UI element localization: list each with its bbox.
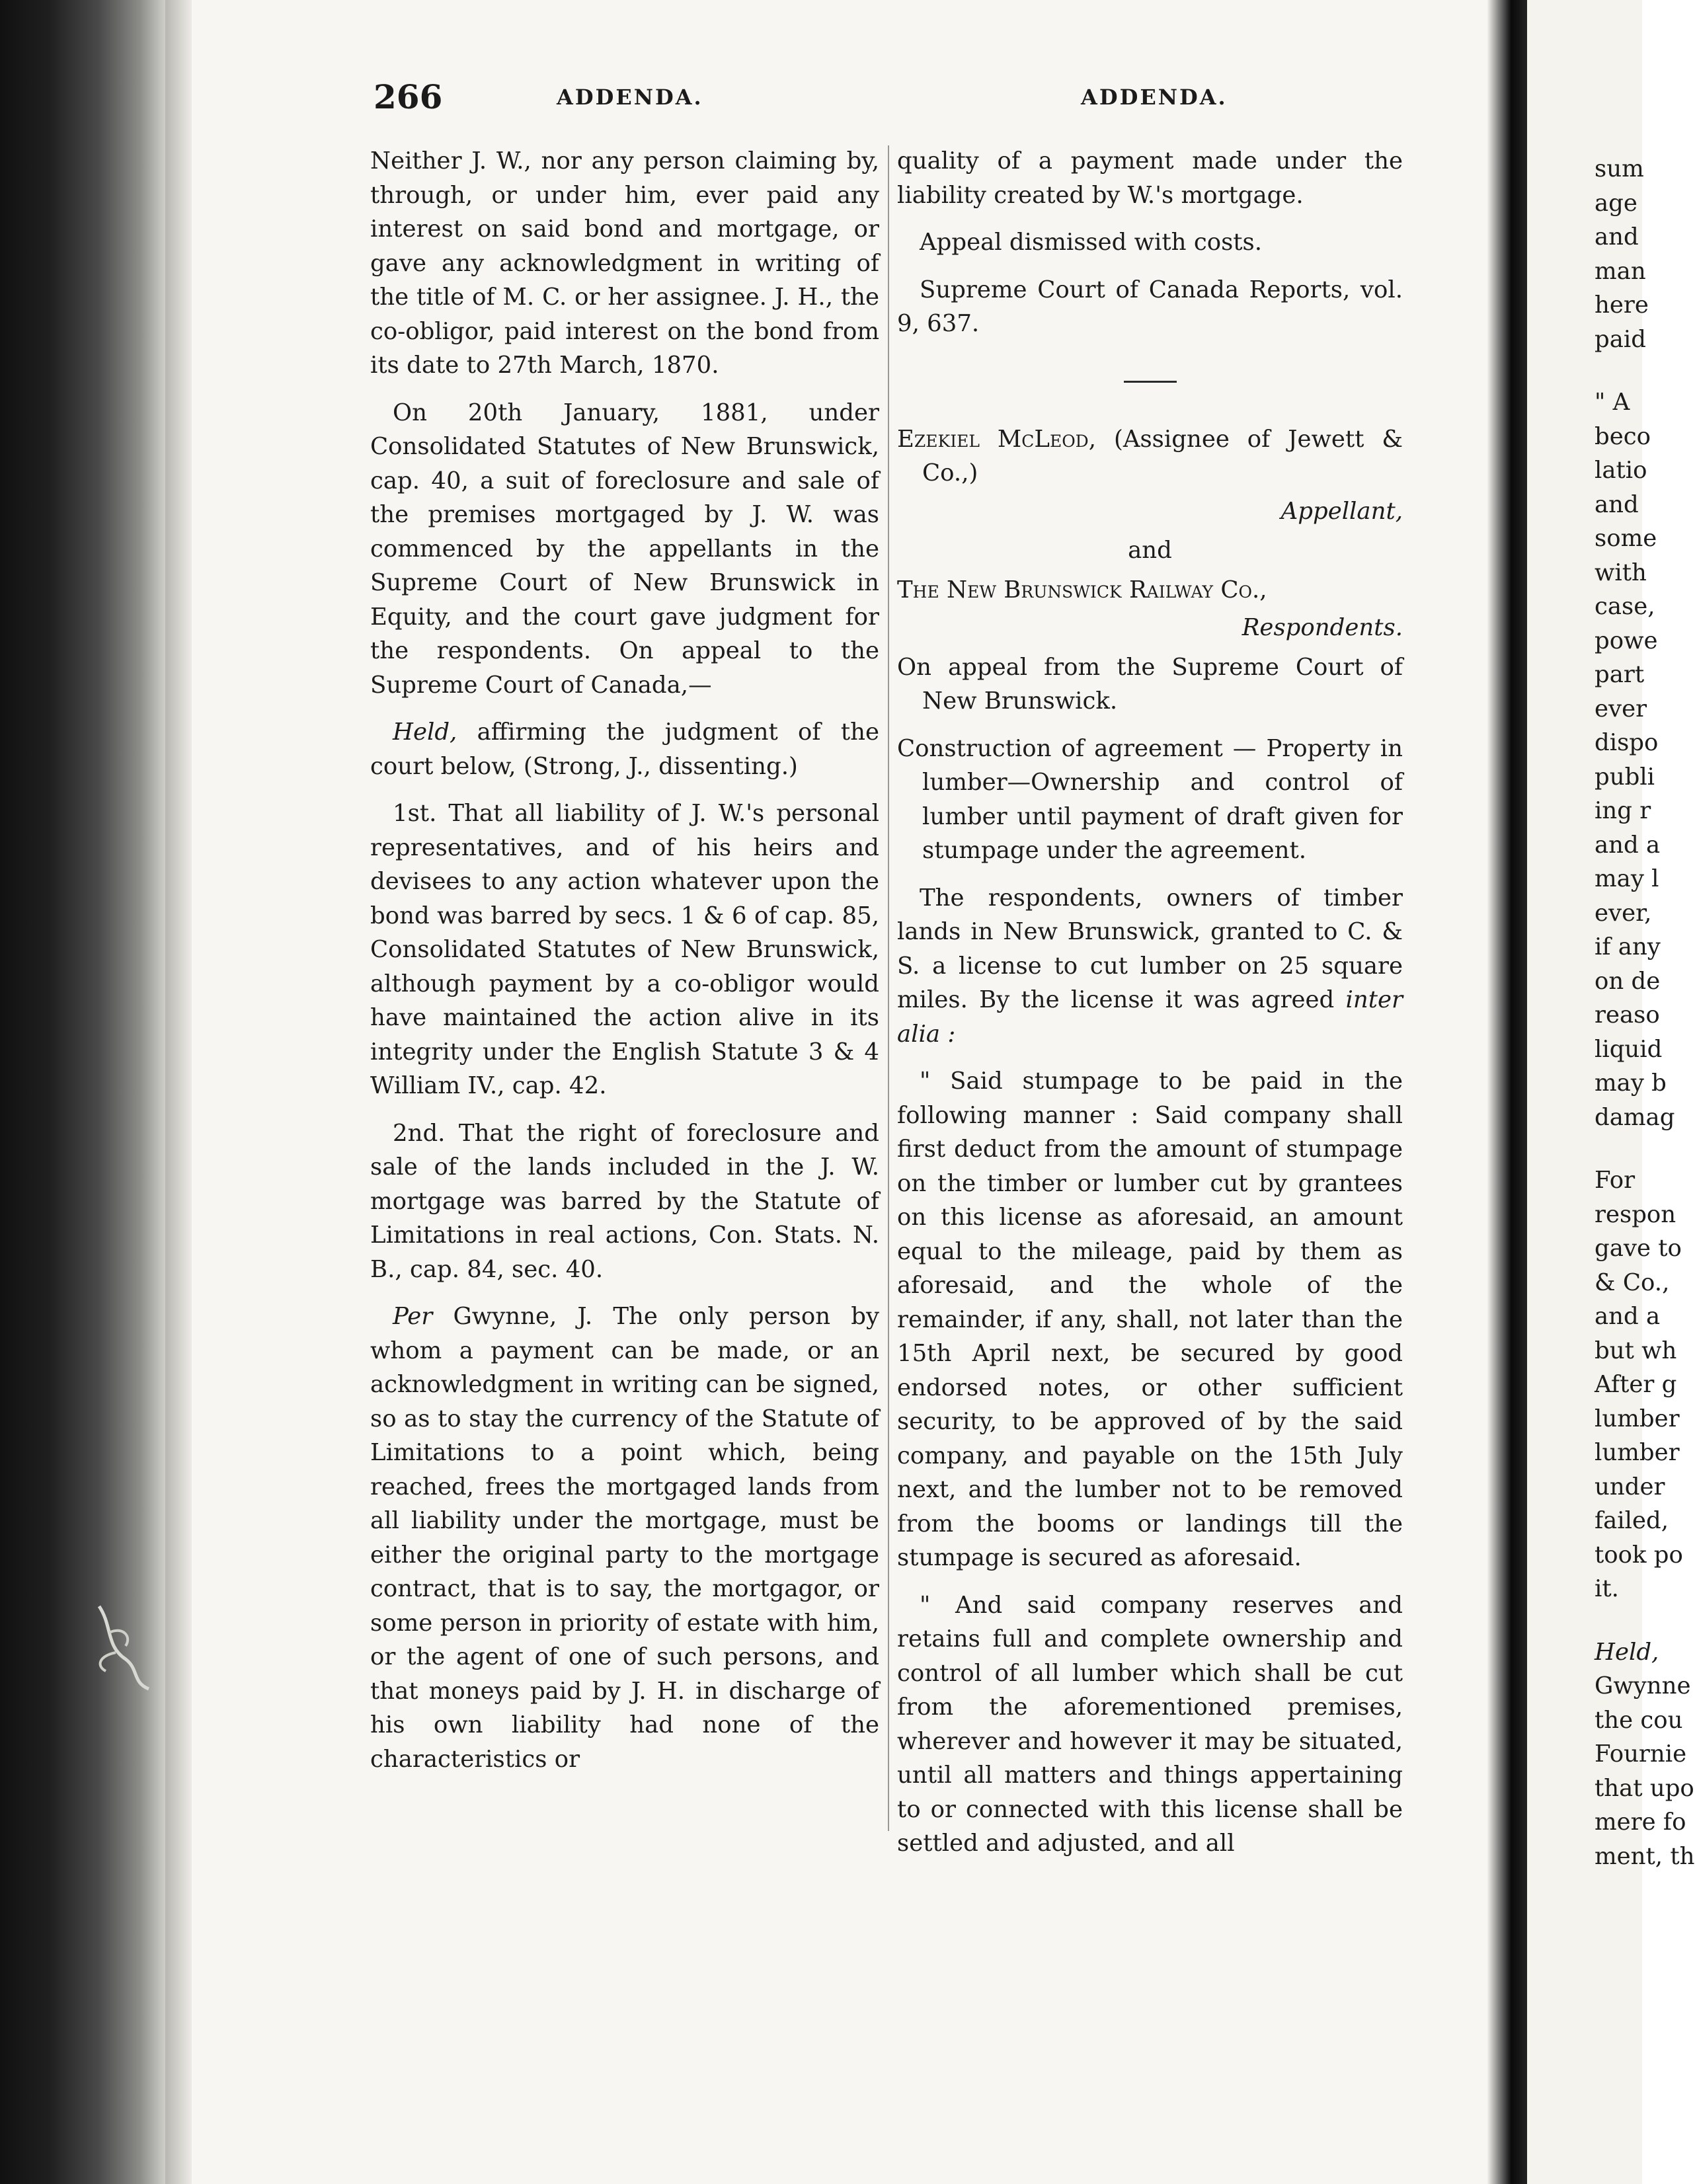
facing-page-line: Gwynne xyxy=(1595,1672,1691,1699)
paragraph-appeal-from: On appeal from the Supreme Court of New Brunswick. xyxy=(897,653,1403,715)
facing-page-line: & Co., xyxy=(1595,1268,1670,1296)
facing-page-line: liquid xyxy=(1595,1035,1663,1063)
facing-page-line: and xyxy=(1595,223,1639,251)
facing-page-line: and a xyxy=(1595,1303,1661,1330)
paragraph-respondents-license xyxy=(897,881,1403,1052)
paragraph-foreclosure-suit: On 20th January, 1881, under Consolidated Statutes of New Brunswick, cap. 40, a suit of foreclosure and sale of the premises mortgaged by J. W. was commenced by the appellants in the Supreme Court of New Brunswick in Equity, and the court gave judgment for the respondents. On appeal to the Supreme Court of Canada,— xyxy=(370,399,879,699)
facing-page-line: on de xyxy=(1595,967,1661,995)
per-label: Per xyxy=(393,1303,433,1330)
facing-page-line: and a xyxy=(1595,831,1661,859)
facing-page-line: under xyxy=(1595,1473,1665,1501)
running-head-left: ADDENDA. xyxy=(557,85,703,110)
facing-page-line: respon xyxy=(1595,1200,1676,1228)
facing-page-line: age xyxy=(1595,189,1637,217)
facing-page-line xyxy=(1595,1606,1695,1635)
paragraph-quality-of-payment: quality of a payment made under the liability created by W.'s mortgage. xyxy=(897,147,1403,209)
pressed-flower-icon xyxy=(86,1600,159,1692)
facing-page-line: lumber xyxy=(1595,1405,1680,1432)
column-divider xyxy=(888,145,889,1831)
inter-alia: inter alia : xyxy=(897,986,1403,1048)
facing-page-line: may b xyxy=(1595,1070,1667,1097)
paragraph-ownership-quote: " And said company reserves and retains full and complete ownership and control of all lumber which shall be cut from the aforementioned premises, wherever and however it may be situated, until all matters and things appertaining to or connected with this license shall be settled and adjusted, and all xyxy=(897,1591,1403,1857)
facing-page-line: the cou xyxy=(1595,1706,1683,1734)
facing-page-line: " A xyxy=(1595,389,1630,416)
paragraph-appeal-dismissed: Appeal dismissed with costs. xyxy=(920,229,1263,256)
appellant-line xyxy=(897,422,1403,490)
facing-page-line: sum xyxy=(1595,155,1644,182)
paragraph-held xyxy=(370,715,879,783)
facing-page-line: part xyxy=(1595,661,1645,688)
license-text: The respondents, owners of timber lands in New Brunswick, granted to C. & S. a license to cut lumber on 25 square miles. By the license it was agreed xyxy=(897,884,1403,1013)
paragraph-second-holding: 2nd. That the right of foreclosure and sale of the lands included in the J. W. mortgage was barred by the Statute of Limitations in real actions, Con. Stats. N. B., cap. 84, sec. 40. xyxy=(370,1119,879,1283)
book-spine xyxy=(0,0,165,2184)
facing-page-line: ever, xyxy=(1595,899,1652,927)
facing-page-line: damag xyxy=(1595,1103,1675,1131)
appellant-role: Appellant, xyxy=(1281,497,1403,525)
facing-page-line: gave to xyxy=(1595,1235,1682,1262)
facing-page-line: paid xyxy=(1595,325,1646,353)
right-column xyxy=(897,144,1403,1874)
page-edge-shadow xyxy=(165,0,192,2184)
section-rule xyxy=(1124,381,1177,383)
facing-page-line: it. xyxy=(1595,1575,1619,1602)
and-separator: and xyxy=(1128,537,1172,564)
held-label: Held, xyxy=(393,719,457,746)
held-text: affirming the judgment of the court below, (Strong, J., dissenting.) xyxy=(370,719,879,780)
facing-page-line: case, xyxy=(1595,593,1655,620)
facing-page-line: ing r xyxy=(1595,797,1651,824)
running-head-right: ADDENDA. xyxy=(1081,85,1228,110)
facing-page-line: if any xyxy=(1595,933,1661,960)
respondent-role: Respondents. xyxy=(1242,614,1403,641)
facing-page-line: After g xyxy=(1595,1371,1677,1398)
facing-page-line: For xyxy=(1595,1167,1636,1194)
respondent-name: The New Brunswick Railway Co., xyxy=(897,576,1267,604)
facing-page-line xyxy=(1595,1134,1695,1163)
facing-page-line: beco xyxy=(1595,422,1651,450)
facing-page-line: and xyxy=(1595,490,1639,518)
facing-page-line: mere fo xyxy=(1595,1809,1686,1836)
book-gutter xyxy=(1487,0,1527,2184)
facing-page-line: reaso xyxy=(1595,1001,1660,1029)
facing-page-line: with xyxy=(1595,559,1647,586)
facing-page-text xyxy=(1595,152,1695,1873)
facing-page-line: failed, xyxy=(1595,1507,1669,1534)
facing-page-line: here xyxy=(1595,292,1649,319)
left-column xyxy=(370,144,879,1789)
appellant-description: (Assignee of Jewett & Co.,) xyxy=(922,425,1403,487)
facing-page-line: publi xyxy=(1595,763,1655,791)
facing-page-line: latio xyxy=(1595,457,1647,484)
facing-page-line xyxy=(1595,356,1695,385)
paragraph-headnote: Construction of agreement — Property in lumber—Ownership and control of lumber until payment of draft given for stumpage under the agreement. xyxy=(897,734,1403,864)
per-gwynne-text: Gwynne, J. The only person by whom a payment can be made, or an acknowledgment in writing can be signed, so as to stay the currency of the Statute of Limitations to a point which, being reached, frees the mortgaged lands from all liability under the mortgage, must be either the original party to the mortgage contract, that is to say, the mortgagor, or some person in priority of estate with him, or the agent of one of such persons, and that moneys paid by J. H. in discharge of his own liability had none of the characteristics or xyxy=(370,1303,879,1773)
paragraph-per-gwynne xyxy=(370,1300,879,1776)
facing-page-line: Held, xyxy=(1595,1638,1659,1666)
facing-page-line: man xyxy=(1595,257,1646,285)
facing-page-line: may l xyxy=(1595,865,1659,892)
facing-page-line: powe xyxy=(1595,627,1658,654)
facing-page-line: dispo xyxy=(1595,729,1659,756)
facing-page-line: but wh xyxy=(1595,1337,1677,1364)
appellant-name: Ezekiel McLeod, xyxy=(897,425,1097,453)
facing-page-line: ment, th xyxy=(1595,1842,1695,1870)
facing-page-line: lumber xyxy=(1595,1439,1680,1466)
facing-page-line: that upo xyxy=(1595,1774,1694,1802)
facing-page-line: ever xyxy=(1595,695,1647,722)
facing-page-line: took po xyxy=(1595,1541,1683,1569)
paragraph-citation: Supreme Court of Canada Reports, vol. 9, 637. xyxy=(897,276,1403,337)
paragraph-first-holding: 1st. That all liability of J. W.'s personal representatives, and of his heirs and devisees to any action whatever upon the bond was barred by secs. 1 & 6 of cap. 85, Consolidated Statutes of New Brunswick, although payment by a co-obligor would have maintained the action alive in its integrity under the English Statute 3 & 4 William IV., cap. 42. xyxy=(370,800,879,1099)
facing-page-line: some xyxy=(1595,525,1657,552)
paragraph-stumpage-quote: " Said stumpage to be paid in the following manner : Said company shall first deduct from the amount of stumpage on the timber or lumber cut by grantees on this license as aforesaid, an amount equal to the mileage, paid by them as aforesaid, and the whole of the remainder, if any, shall, not later than the 15th April next, be secured by good endorsed notes, or other sufficient security, to be approved of by the said company, and payable on the 15th July next, and the lumber not to be removed from the booms or landings till the stumpage is secured as aforesaid. xyxy=(897,1068,1403,1571)
paragraph-facts-mortgage: Neither J. W., nor any person claiming by, through, or under him, ever paid any interest on said bond and mortgage, or gave any acknowledgment in writing of the title of M. C. or her assignee. J. H., the co-obligor, paid interest on the bond from its date to 27th March, 1870. xyxy=(370,147,879,379)
facing-page-line: Fournie xyxy=(1595,1740,1687,1768)
page-number: 266 xyxy=(374,77,443,116)
